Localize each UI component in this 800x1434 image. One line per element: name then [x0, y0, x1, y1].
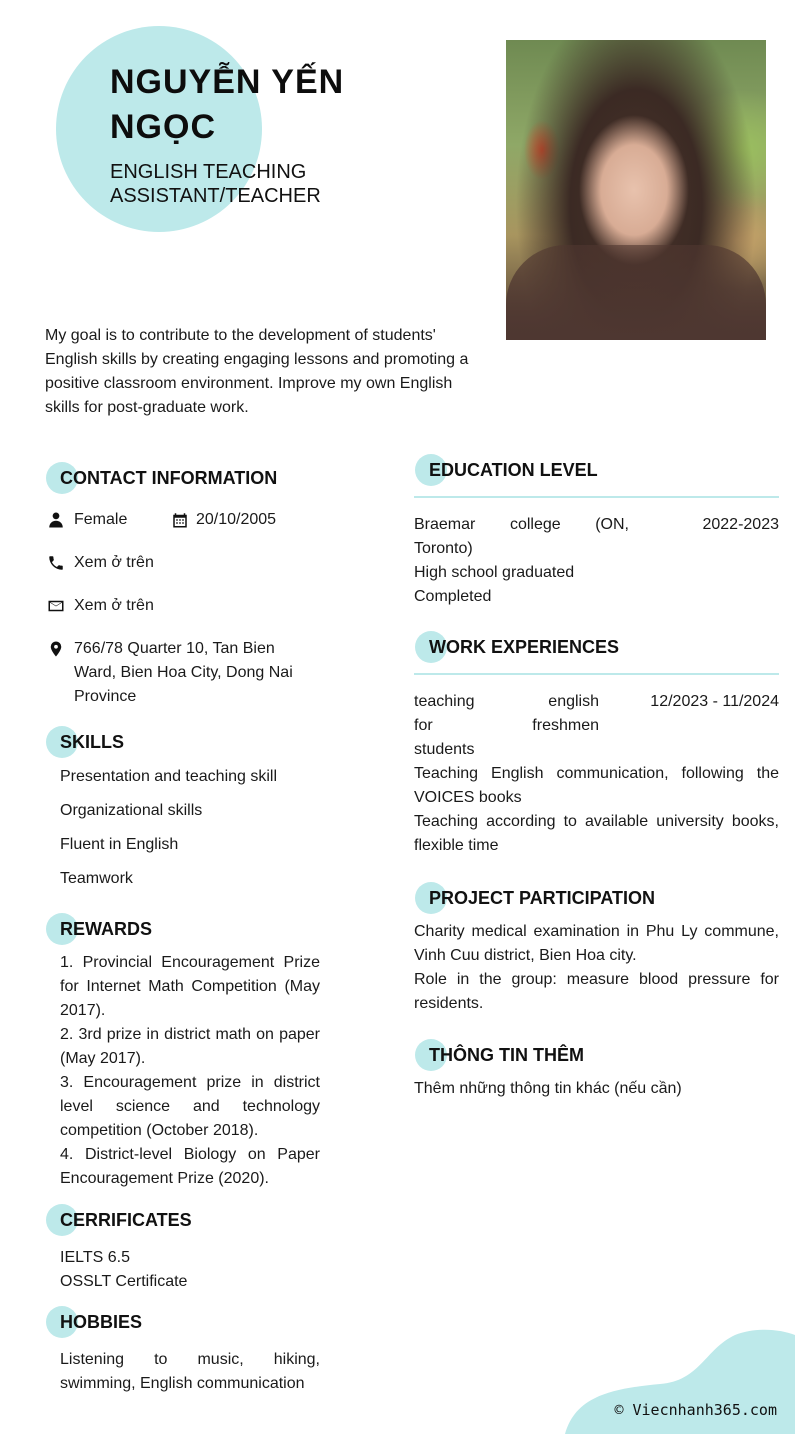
certificate-item: IELTS 6.5 — [60, 1249, 130, 1266]
left-column — [60, 466, 320, 1396]
section-hobbies-title: HOBBIES — [60, 1310, 320, 1342]
right-column — [414, 458, 779, 1101]
skill-item: Organizational skills — [60, 802, 203, 819]
section-skills-title: SKILLS — [60, 730, 320, 762]
section-education-title: EDUCATION LEVEL — [429, 458, 779, 490]
education-period: 2022-2023 — [702, 516, 779, 533]
education-entry — [414, 513, 779, 609]
section-extra-title: THÔNG TIN THÊM — [429, 1043, 779, 1075]
section-contact-title: CONTACT INFORMATION — [60, 466, 320, 498]
contact-row-phone — [46, 551, 320, 594]
reward-item: 4. District-level Biology on Paper Encouragement Prize (2020). — [60, 1146, 320, 1187]
section-projects-title: PROJECT PARTICIPATION — [429, 886, 779, 918]
certificates-list — [60, 1246, 320, 1294]
skill-item: Teamwork — [60, 870, 133, 887]
candidate-name: NGUYỄN YẾN NGỌC — [110, 63, 345, 146]
photo-detail — [506, 245, 766, 340]
work-role: teaching english for freshmen students — [414, 693, 599, 758]
rewards-list — [60, 951, 320, 1191]
section-divider — [414, 673, 779, 675]
certificate-item: OSSLT Certificate — [60, 1273, 188, 1290]
education-header-row — [414, 513, 779, 561]
email-value: Xem ở trên — [74, 597, 154, 614]
section-work-title: WORK EXPERIENCES — [429, 635, 779, 667]
work-line: Teaching English communication, following the VOICES books — [414, 765, 779, 806]
birthdate-value: 20/10/2005 — [196, 511, 277, 528]
skill-item: Presentation and teaching skill — [60, 768, 278, 785]
career-objective: My goal is to contribute to the development of students' English skills by creating engaging lessons and promoting a positive classroom environment. Improve my own English skills for post-graduate work. — [45, 327, 469, 416]
projects-list — [414, 920, 779, 1016]
profile-photo — [506, 40, 766, 340]
reward-item: 3. Encouragement prize in district level science and technology competition (October 2018). — [60, 1074, 320, 1139]
reward-item: 2. 3rd prize in district math on paper (May 2017). — [60, 1026, 320, 1067]
gender-value: Female — [74, 511, 128, 528]
phone-value: Xem ở trên — [74, 554, 154, 571]
job-title: ENGLISH TEACHING ASSISTANT/TEACHER — [110, 161, 321, 207]
work-period: 12/2023 - 11/2024 — [650, 693, 779, 710]
skill-item: Fluent in English — [60, 836, 179, 853]
skills-list — [60, 765, 320, 901]
contact-list — [46, 508, 320, 709]
footer-copyright: © Viecnhanh365.com — [614, 1401, 777, 1419]
envelope-icon — [46, 596, 66, 616]
extra-text: Thêm những thông tin khác (nếu cần) — [414, 1080, 682, 1097]
contact-row-email — [46, 594, 320, 637]
project-line: Role in the group: measure blood pressure for residents. — [414, 971, 779, 1012]
contact-row-address — [46, 637, 320, 709]
work-header-row — [414, 690, 779, 762]
education-line: High school graduated — [414, 564, 575, 581]
section-certificates-title: CERRIFICATES — [60, 1208, 320, 1240]
reward-item: 1. Provincial Encouragement Prize for Internet Math Competition (May 2017). — [60, 954, 320, 1019]
hobbies-text: Listening to music, hiking, swimming, English communication — [60, 1351, 320, 1392]
education-line: Completed — [414, 588, 492, 605]
location-pin-icon — [46, 639, 66, 659]
person-icon — [46, 510, 66, 530]
project-line: Charity medical examination in Phu Ly commune, Vinh Cuu district, Bien Hoa city. — [414, 923, 779, 964]
section-divider — [414, 496, 779, 498]
work-entry — [414, 690, 779, 858]
contact-row-gender-birthdate — [46, 508, 320, 551]
section-rewards-title: REWARDS — [60, 917, 320, 949]
phone-icon — [46, 553, 66, 573]
calendar-icon — [170, 510, 190, 530]
address-value: 766/78 Quarter 10, Tan Bien Ward, Bien Hoa City, Dong Nai Province — [74, 640, 293, 705]
education-school: Braemar college (ON, Toronto) — [414, 516, 629, 557]
work-line: Teaching according to available university books, flexible time — [414, 813, 779, 854]
